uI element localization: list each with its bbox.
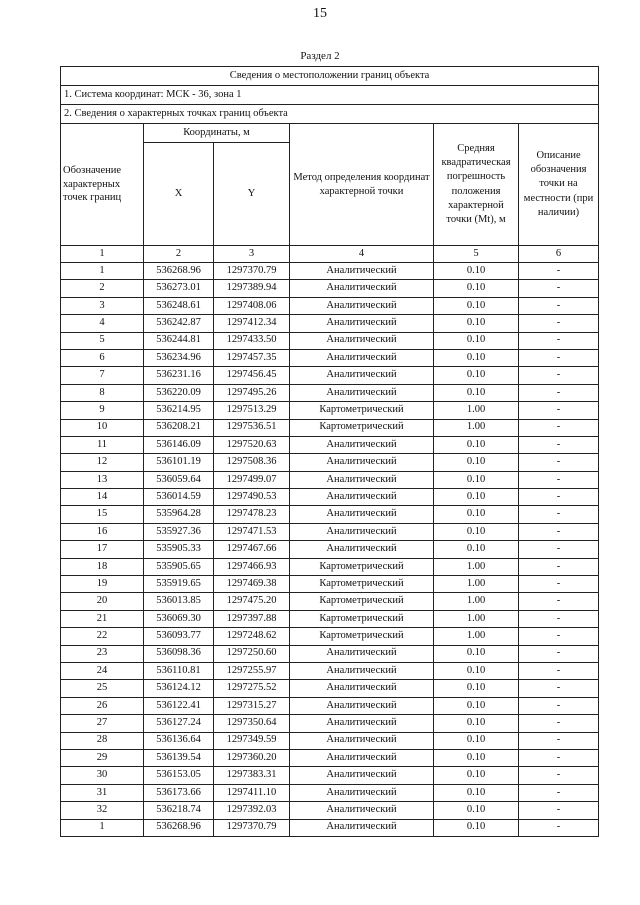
point-number-cell: 23 (61, 645, 144, 662)
y-coordinate-cell: 1297383.31 (214, 767, 290, 784)
point-number-cell: 20 (61, 593, 144, 610)
header-x: X (144, 143, 214, 246)
error-cell: 1.00 (434, 593, 519, 610)
description-cell: - (519, 645, 599, 662)
description-cell: - (519, 610, 599, 627)
description-cell: - (519, 384, 599, 401)
method-cell: Аналитический (290, 367, 434, 384)
column-number-row (61, 246, 599, 263)
point-number-cell: 8 (61, 384, 144, 401)
point-number-cell: 2 (61, 280, 144, 297)
method-cell: Аналитический (290, 349, 434, 366)
y-coordinate-cell: 1297433.50 (214, 332, 290, 349)
y-coordinate-cell: 1297469.38 (214, 576, 290, 593)
error-cell: 0.10 (434, 662, 519, 679)
description-cell: - (519, 471, 599, 488)
header-description: Описание обозначения точки на местности (при наличии) (519, 124, 599, 246)
method-cell: Аналитический (290, 541, 434, 558)
description-cell: - (519, 349, 599, 366)
x-coordinate-cell: 536013.85 (144, 593, 214, 610)
table-row (61, 715, 599, 732)
error-cell: 0.10 (434, 802, 519, 819)
y-coordinate-cell: 1297350.64 (214, 715, 290, 732)
description-cell: - (519, 819, 599, 836)
point-number-cell: 11 (61, 436, 144, 453)
description-cell: - (519, 367, 599, 384)
description-cell: - (519, 715, 599, 732)
method-cell: Аналитический (290, 384, 434, 401)
y-coordinate-cell: 1297408.06 (214, 297, 290, 314)
description-cell: - (519, 541, 599, 558)
x-coordinate-cell: 536093.77 (144, 628, 214, 645)
x-coordinate-cell: 536231.16 (144, 367, 214, 384)
y-coordinate-cell: 1297315.27 (214, 697, 290, 714)
boundary-points-table (60, 66, 599, 837)
point-number-cell: 3 (61, 297, 144, 314)
x-coordinate-cell: 536208.21 (144, 419, 214, 436)
error-cell: 1.00 (434, 628, 519, 645)
description-cell: - (519, 489, 599, 506)
description-cell: - (519, 749, 599, 766)
table-row (61, 367, 599, 384)
x-coordinate-cell: 536069.30 (144, 610, 214, 627)
table-row (61, 662, 599, 679)
error-cell: 0.10 (434, 819, 519, 836)
x-coordinate-cell: 536153.05 (144, 767, 214, 784)
y-coordinate-cell: 1297475.20 (214, 593, 290, 610)
x-coordinate-cell: 535964.28 (144, 506, 214, 523)
description-cell: - (519, 680, 599, 697)
method-cell: Аналитический (290, 819, 434, 836)
method-cell: Аналитический (290, 767, 434, 784)
x-coordinate-cell: 535919.65 (144, 576, 214, 593)
error-cell: 0.10 (434, 297, 519, 314)
header-designation: Обозначение характерных точек границ (61, 124, 144, 246)
table-row (61, 489, 599, 506)
description-cell: - (519, 767, 599, 784)
table-row (61, 576, 599, 593)
y-coordinate-cell: 1297478.23 (214, 506, 290, 523)
table-row (61, 767, 599, 784)
table-row (61, 263, 599, 280)
point-number-cell: 30 (61, 767, 144, 784)
point-number-cell: 21 (61, 610, 144, 627)
description-cell: - (519, 315, 599, 332)
x-coordinate-cell: 536059.64 (144, 471, 214, 488)
method-cell: Аналитический (290, 315, 434, 332)
x-coordinate-cell: 536244.81 (144, 332, 214, 349)
point-number-cell: 24 (61, 662, 144, 679)
method-cell: Аналитический (290, 263, 434, 280)
x-coordinate-cell: 536127.24 (144, 715, 214, 732)
x-coordinate-cell: 535927.36 (144, 523, 214, 540)
error-cell: 0.10 (434, 367, 519, 384)
x-coordinate-cell: 535905.33 (144, 541, 214, 558)
method-cell: Аналитический (290, 489, 434, 506)
table-row (61, 558, 599, 575)
table-row (61, 802, 599, 819)
description-cell: - (519, 297, 599, 314)
x-coordinate-cell: 536214.95 (144, 402, 214, 419)
description-cell: - (519, 802, 599, 819)
point-number-cell: 5 (61, 332, 144, 349)
method-cell: Аналитический (290, 454, 434, 471)
method-cell: Аналитический (290, 297, 434, 314)
x-coordinate-cell: 536242.87 (144, 315, 214, 332)
y-coordinate-cell: 1297360.20 (214, 749, 290, 766)
method-cell: Картометрический (290, 558, 434, 575)
column-number: 2 (144, 246, 214, 263)
description-cell: - (519, 593, 599, 610)
table-body (61, 67, 599, 837)
table-row (61, 541, 599, 558)
x-coordinate-cell: 536273.01 (144, 280, 214, 297)
description-cell: - (519, 576, 599, 593)
method-cell: Аналитический (290, 471, 434, 488)
point-number-cell: 7 (61, 367, 144, 384)
point-number-cell: 26 (61, 697, 144, 714)
error-cell: 0.10 (434, 506, 519, 523)
method-cell: Аналитический (290, 697, 434, 714)
y-coordinate-cell: 1297250.60 (214, 645, 290, 662)
point-number-cell: 13 (61, 471, 144, 488)
y-coordinate-cell: 1297392.03 (214, 802, 290, 819)
error-cell: 0.10 (434, 436, 519, 453)
method-cell: Аналитический (290, 332, 434, 349)
method-cell: Аналитический (290, 280, 434, 297)
table-row (61, 280, 599, 297)
point-number-cell: 12 (61, 454, 144, 471)
description-cell: - (519, 628, 599, 645)
table-row (61, 332, 599, 349)
error-cell: 0.10 (434, 784, 519, 801)
y-coordinate-cell: 1297275.52 (214, 680, 290, 697)
point-number-cell: 10 (61, 419, 144, 436)
point-number-cell: 22 (61, 628, 144, 645)
error-cell: 1.00 (434, 402, 519, 419)
method-cell: Аналитический (290, 523, 434, 540)
error-cell: 0.10 (434, 523, 519, 540)
y-coordinate-cell: 1297495.26 (214, 384, 290, 401)
x-coordinate-cell: 536146.09 (144, 436, 214, 453)
point-number-cell: 32 (61, 802, 144, 819)
method-cell: Аналитический (290, 715, 434, 732)
y-coordinate-cell: 1297513.29 (214, 402, 290, 419)
x-coordinate-cell: 536173.66 (144, 784, 214, 801)
y-coordinate-cell: 1297411.10 (214, 784, 290, 801)
method-cell: Картометрический (290, 593, 434, 610)
description-cell: - (519, 402, 599, 419)
method-cell: Аналитический (290, 802, 434, 819)
y-coordinate-cell: 1297456.45 (214, 367, 290, 384)
table-row (61, 297, 599, 314)
description-cell: - (519, 280, 599, 297)
table-row (61, 402, 599, 419)
method-cell: Аналитический (290, 784, 434, 801)
table-row (61, 645, 599, 662)
point-number-cell: 6 (61, 349, 144, 366)
y-coordinate-cell: 1297471.53 (214, 523, 290, 540)
x-coordinate-cell: 536098.36 (144, 645, 214, 662)
error-cell: 0.10 (434, 732, 519, 749)
table-row (61, 749, 599, 766)
method-cell: Картометрический (290, 402, 434, 419)
description-cell: - (519, 732, 599, 749)
x-coordinate-cell: 536268.96 (144, 819, 214, 836)
table-row (61, 436, 599, 453)
point-number-cell: 9 (61, 402, 144, 419)
method-cell: Картометрический (290, 610, 434, 627)
table-row (61, 697, 599, 714)
y-coordinate-cell: 1297466.93 (214, 558, 290, 575)
method-cell: Картометрический (290, 419, 434, 436)
error-cell: 0.10 (434, 454, 519, 471)
description-cell: - (519, 523, 599, 540)
y-coordinate-cell: 1297467.66 (214, 541, 290, 558)
table-row (61, 680, 599, 697)
header-method: Метод определения координат характерной точки (290, 124, 434, 246)
point-number-cell: 29 (61, 749, 144, 766)
error-cell: 0.10 (434, 471, 519, 488)
description-cell: - (519, 419, 599, 436)
table-row (61, 593, 599, 610)
column-number: 1 (61, 246, 144, 263)
y-coordinate-cell: 1297536.51 (214, 419, 290, 436)
y-coordinate-cell: 1297520.63 (214, 436, 290, 453)
method-cell: Аналитический (290, 436, 434, 453)
table-row (61, 384, 599, 401)
x-coordinate-cell: 535905.65 (144, 558, 214, 575)
point-number-cell: 1 (61, 819, 144, 836)
table-row (61, 471, 599, 488)
table-row (61, 349, 599, 366)
header-coordinates: Координаты, м (144, 124, 290, 143)
x-coordinate-cell: 536248.61 (144, 297, 214, 314)
method-cell: Аналитический (290, 506, 434, 523)
table-title-row (61, 67, 599, 86)
y-coordinate-cell: 1297248.62 (214, 628, 290, 645)
table-row (61, 732, 599, 749)
method-cell: Аналитический (290, 645, 434, 662)
x-coordinate-cell: 536218.74 (144, 802, 214, 819)
table-row (61, 419, 599, 436)
description-cell: - (519, 558, 599, 575)
header-row-1 (61, 124, 599, 143)
x-coordinate-cell: 536122.41 (144, 697, 214, 714)
x-coordinate-cell: 536101.19 (144, 454, 214, 471)
point-number-cell: 18 (61, 558, 144, 575)
error-cell: 0.10 (434, 349, 519, 366)
error-cell: 0.10 (434, 680, 519, 697)
description-cell: - (519, 332, 599, 349)
error-cell: 0.10 (434, 767, 519, 784)
y-coordinate-cell: 1297508.36 (214, 454, 290, 471)
point-number-cell: 17 (61, 541, 144, 558)
table-row (61, 784, 599, 801)
error-cell: 1.00 (434, 576, 519, 593)
table-row (61, 454, 599, 471)
point-number-cell: 27 (61, 715, 144, 732)
table-row (61, 315, 599, 332)
point-number-cell: 25 (61, 680, 144, 697)
x-coordinate-cell: 536220.09 (144, 384, 214, 401)
y-coordinate-cell: 1297349.59 (214, 732, 290, 749)
points-subtitle-row (61, 105, 599, 124)
table-row (61, 506, 599, 523)
description-cell: - (519, 697, 599, 714)
header-error: Средняя квадратическая погрешность положения характерной точки (Mt), м (434, 124, 519, 246)
y-coordinate-cell: 1297490.53 (214, 489, 290, 506)
section-title: Раздел 2 (300, 50, 340, 62)
error-cell: 0.10 (434, 332, 519, 349)
error-cell: 0.10 (434, 263, 519, 280)
y-coordinate-cell: 1297457.35 (214, 349, 290, 366)
point-number-cell: 28 (61, 732, 144, 749)
x-coordinate-cell: 536139.54 (144, 749, 214, 766)
y-coordinate-cell: 1297412.34 (214, 315, 290, 332)
table-row (61, 819, 599, 836)
coord-system: 1. Система координат: МСК - 36, зона 1 (61, 86, 599, 105)
error-cell: 0.10 (434, 749, 519, 766)
point-number-cell: 16 (61, 523, 144, 540)
point-number-cell: 4 (61, 315, 144, 332)
description-cell: - (519, 784, 599, 801)
y-coordinate-cell: 1297499.07 (214, 471, 290, 488)
error-cell: 0.10 (434, 697, 519, 714)
description-cell: - (519, 454, 599, 471)
error-cell: 0.10 (434, 645, 519, 662)
point-number-cell: 31 (61, 784, 144, 801)
x-coordinate-cell: 536234.96 (144, 349, 214, 366)
error-cell: 0.10 (434, 280, 519, 297)
table-row (61, 523, 599, 540)
table-title: Сведения о местоположении границ объекта (61, 67, 599, 86)
x-coordinate-cell: 536110.81 (144, 662, 214, 679)
x-coordinate-cell: 536136.64 (144, 732, 214, 749)
error-cell: 0.10 (434, 384, 519, 401)
y-coordinate-cell: 1297389.94 (214, 280, 290, 297)
column-number: 5 (434, 246, 519, 263)
error-cell: 0.10 (434, 489, 519, 506)
table-row (61, 610, 599, 627)
y-coordinate-cell: 1297255.97 (214, 662, 290, 679)
header-y: Y (214, 143, 290, 246)
error-cell: 0.10 (434, 715, 519, 732)
method-cell: Картометрический (290, 628, 434, 645)
method-cell: Аналитический (290, 662, 434, 679)
error-cell: 0.10 (434, 315, 519, 332)
description-cell: - (519, 506, 599, 523)
table-row (61, 628, 599, 645)
error-cell: 1.00 (434, 419, 519, 436)
description-cell: - (519, 662, 599, 679)
x-coordinate-cell: 536014.59 (144, 489, 214, 506)
error-cell: 1.00 (434, 558, 519, 575)
error-cell: 0.10 (434, 541, 519, 558)
method-cell: Картометрический (290, 576, 434, 593)
point-number-cell: 1 (61, 263, 144, 280)
column-number: 4 (290, 246, 434, 263)
error-cell: 1.00 (434, 610, 519, 627)
description-cell: - (519, 436, 599, 453)
x-coordinate-cell: 536268.96 (144, 263, 214, 280)
method-cell: Аналитический (290, 732, 434, 749)
column-number: 6 (519, 246, 599, 263)
page-number: 15 (313, 6, 327, 21)
column-number: 3 (214, 246, 290, 263)
points-subtitle: 2. Сведения о характерных точках границ объекта (61, 105, 599, 124)
method-cell: Аналитический (290, 749, 434, 766)
y-coordinate-cell: 1297397.88 (214, 610, 290, 627)
y-coordinate-cell: 1297370.79 (214, 263, 290, 280)
x-coordinate-cell: 536124.12 (144, 680, 214, 697)
description-cell: - (519, 263, 599, 280)
method-cell: Аналитический (290, 680, 434, 697)
point-number-cell: 14 (61, 489, 144, 506)
y-coordinate-cell: 1297370.79 (214, 819, 290, 836)
coord-system-row (61, 86, 599, 105)
point-number-cell: 19 (61, 576, 144, 593)
point-number-cell: 15 (61, 506, 144, 523)
